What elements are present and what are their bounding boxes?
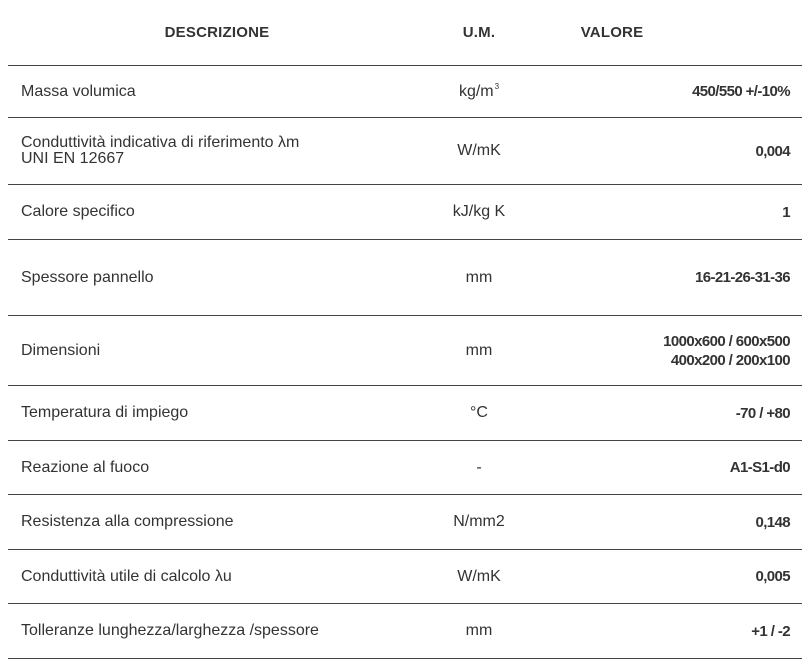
row-valore: 0,005	[755, 568, 790, 585]
row-valore: -70 / +80	[735, 404, 790, 422]
technical-data-table	[8, 0, 802, 659]
row-descrizione: Calore specifico	[21, 203, 135, 220]
row-um: kJ/kg K	[452, 203, 506, 220]
um-text: kg/m	[458, 83, 494, 100]
descrizione-line-1: Conduttività indicativa di riferimento λm	[21, 134, 300, 151]
row-descrizione: Tolleranze lunghezza/larghezza /spessore	[21, 622, 319, 639]
row-valore: 0,004	[755, 142, 790, 160]
row-um: W/mK	[457, 567, 501, 585]
row-valore: 1	[782, 203, 790, 221]
row-um: N/mm2	[453, 513, 505, 530]
table-row	[8, 386, 802, 441]
row-descrizione	[8, 135, 426, 167]
table-row	[8, 185, 802, 240]
row-descrizione: Temperatura di impiego	[21, 404, 189, 421]
row-valore	[532, 332, 802, 370]
table-row	[8, 550, 802, 604]
row-um: mm	[465, 622, 493, 639]
row-um: -	[476, 458, 482, 476]
table-header	[8, 0, 802, 66]
row-descrizione: Resistenza alla compressione	[21, 513, 234, 530]
header-descrizione: DESCRIZIONE	[164, 23, 270, 41]
row-valore: 450/550 +/-10%	[692, 83, 790, 100]
row-valore: A1-S1-d0	[729, 459, 790, 476]
row-um: W/mK	[457, 142, 501, 159]
table-row	[8, 240, 802, 316]
row-descrizione: Reazione al fuoco	[21, 458, 150, 476]
row-um: °C	[470, 404, 488, 421]
row-valore: +1 / -2	[751, 622, 790, 640]
table-row	[8, 441, 802, 495]
table-row	[8, 66, 802, 118]
table-row	[8, 316, 802, 386]
um-superscript: 3	[494, 82, 500, 91]
row-valore: 0,148	[755, 513, 790, 531]
descrizione-line-2: UNI EN 12667	[21, 150, 125, 167]
table-row	[8, 495, 802, 550]
table-row	[8, 604, 802, 659]
row-descrizione: Dimensioni	[21, 341, 101, 359]
valore-line-2: 400x200 / 200x100	[670, 351, 790, 369]
row-descrizione: Conduttività utile di calcolo λu	[21, 567, 232, 585]
row-um	[426, 82, 532, 101]
row-descrizione: Spessore pannello	[21, 268, 154, 286]
row-valore: 16-21-26-31-36	[694, 269, 790, 286]
valore-line-1: 1000x600 / 600x500	[663, 332, 790, 350]
row-descrizione: Massa volumica	[21, 82, 136, 100]
table-row	[8, 118, 802, 185]
header-um: U.M.	[462, 24, 496, 41]
row-um: mm	[465, 341, 493, 359]
header-valore: VALORE	[580, 24, 644, 41]
row-um: mm	[465, 268, 493, 286]
